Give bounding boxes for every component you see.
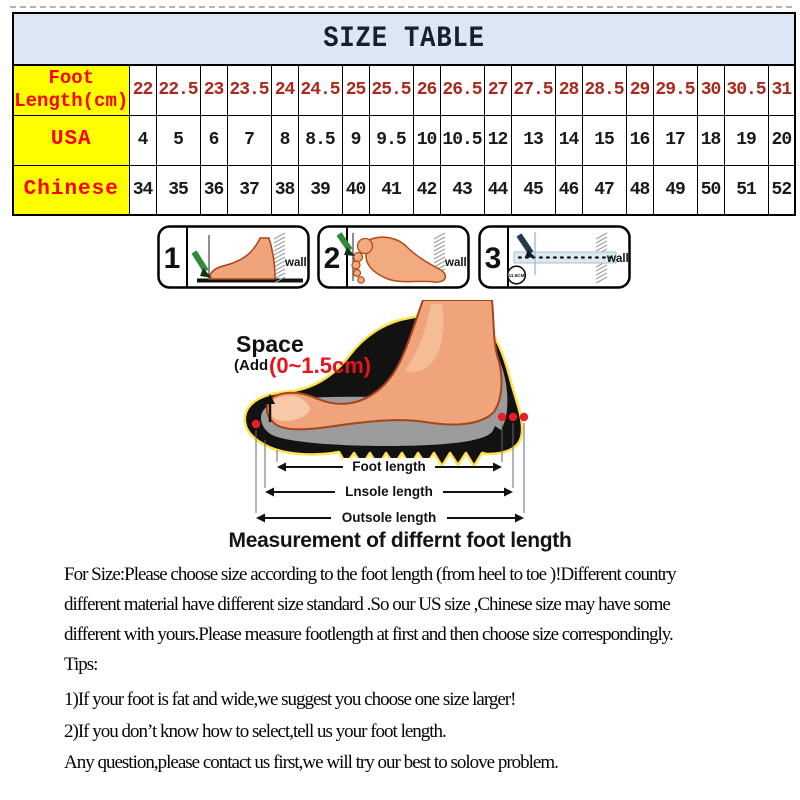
size-value-cell: 42 (413, 165, 440, 215)
size-value-cell: 45 (511, 165, 555, 215)
size-value-cell: 15 (582, 115, 626, 165)
size-value-cell: 52 (768, 165, 795, 215)
row-label-cell: USA (13, 115, 129, 165)
size-value-cell: 24.5 (298, 65, 342, 115)
insole-length-label: Lnsole length (345, 484, 433, 499)
wall-label: wall (445, 257, 467, 269)
space-range-label: (0~1.5cm) (269, 353, 372, 378)
size-value-cell: 4 (129, 115, 156, 165)
measure-dot (509, 413, 517, 421)
size-value-cell: 47 (582, 165, 626, 215)
size-value-cell: 39 (298, 165, 342, 215)
space-add-label: (Add (234, 357, 269, 374)
size-value-cell: 46 (555, 165, 582, 215)
size-value-cell: 16 (626, 115, 653, 165)
size-value-cell: 18 (697, 115, 724, 165)
space-label: Space (236, 331, 304, 357)
size-value-cell: 7 (227, 115, 271, 165)
size-value-cell: 8 (271, 115, 298, 165)
size-value-cell: 43 (440, 165, 484, 215)
size-value-cell: 49 (653, 165, 697, 215)
size-value-cell: 29.5 (653, 65, 697, 115)
size-table-row (13, 165, 795, 215)
size-value-cell: 23 (200, 65, 227, 115)
note-line: Tips: (64, 654, 98, 675)
size-value-cell: 28 (555, 65, 582, 115)
measure-dot (498, 413, 506, 421)
size-value-cell: 10 (413, 115, 440, 165)
size-table-row (13, 65, 795, 115)
size-table (12, 12, 796, 216)
instruction-panel-3 (478, 225, 631, 289)
size-value-cell: 27.5 (511, 65, 555, 115)
size-value-cell: 9 (342, 115, 369, 165)
size-value-cell: 25 (342, 65, 369, 115)
size-value-cell: 38 (271, 165, 298, 215)
instruction-panel-2 (317, 225, 470, 289)
size-value-cell: 41 (369, 165, 413, 215)
size-value-cell: 44 (484, 165, 511, 215)
instruction-panel-1 (157, 225, 310, 289)
note-line: For Size:Please choose size according to the foot length (from heel to toe )!Different country (64, 564, 676, 585)
size-value-cell: 30.5 (724, 65, 768, 115)
size-value-cell: 29 (626, 65, 653, 115)
note-line: 1)If your foot is fat and wide,we suggest you choose one size larger! (64, 689, 516, 710)
panel-number: 2 (323, 242, 341, 275)
size-value-cell: 17 (653, 115, 697, 165)
outsole-length-label: Outsole length (341, 510, 437, 525)
size-value-cell: 35 (156, 165, 200, 215)
size-value-cell: 30 (697, 65, 724, 115)
note-line: different with yours.Please measure footlength at first and then choose size correspondingly. (64, 624, 673, 645)
wall-label: wall (285, 257, 307, 269)
ruler-circle-label: 11.5CM (508, 272, 525, 278)
size-table-title: SIZE TABLE (13, 13, 795, 65)
size-value-cell: 48 (626, 165, 653, 215)
size-value-cell: 40 (342, 165, 369, 215)
size-value-cell: 20 (768, 115, 795, 165)
note-line: Any question,please contact us first,we will try our best to solove problem. (64, 752, 558, 773)
size-table-row (13, 115, 795, 165)
size-value-cell: 22.5 (156, 65, 200, 115)
wall-label: wall (607, 253, 629, 265)
foot-length-label: Foot length (352, 459, 426, 474)
size-value-cell: 26.5 (440, 65, 484, 115)
size-value-cell: 27 (484, 65, 511, 115)
size-value-cell: 25.5 (369, 65, 413, 115)
size-value-cell: 50 (697, 165, 724, 215)
size-value-cell: 14 (555, 115, 582, 165)
size-value-cell: 31 (768, 65, 795, 115)
size-value-cell: 10.5 (440, 115, 484, 165)
panel-number: 3 (484, 242, 502, 275)
foot-measurement-diagram (185, 300, 625, 555)
size-value-cell: 51 (724, 165, 768, 215)
size-value-cell: 28.5 (582, 65, 626, 115)
size-value-cell: 23.5 (227, 65, 271, 115)
size-value-cell: 9.5 (369, 115, 413, 165)
measure-dot (252, 420, 260, 428)
size-value-cell: 8.5 (298, 115, 342, 165)
top-dashed-divider (10, 6, 792, 8)
size-value-cell: 34 (129, 165, 156, 215)
size-value-cell: 13 (511, 115, 555, 165)
size-table-title-row (13, 13, 795, 65)
size-value-cell: 22 (129, 65, 156, 115)
size-value-cell: 24 (271, 65, 298, 115)
size-value-cell: 6 (200, 115, 227, 165)
measurement-heading: Measurement of differnt foot length (228, 529, 572, 552)
size-value-cell: 37 (227, 165, 271, 215)
row-label-cell: Foot Length(cm) (13, 65, 129, 115)
panel-number: 1 (163, 242, 181, 275)
size-value-cell: 5 (156, 115, 200, 165)
note-line: different material have different size standard .So our US size ,Chinese size may have some (64, 594, 670, 615)
note-line: 2)If you don’t know how to select,tell us your foot length. (64, 721, 446, 742)
row-label-cell: Chinese (13, 165, 129, 215)
size-value-cell: 12 (484, 115, 511, 165)
size-value-cell: 26 (413, 65, 440, 115)
size-value-cell: 19 (724, 115, 768, 165)
measure-dot (520, 413, 528, 421)
size-value-cell: 36 (200, 165, 227, 215)
